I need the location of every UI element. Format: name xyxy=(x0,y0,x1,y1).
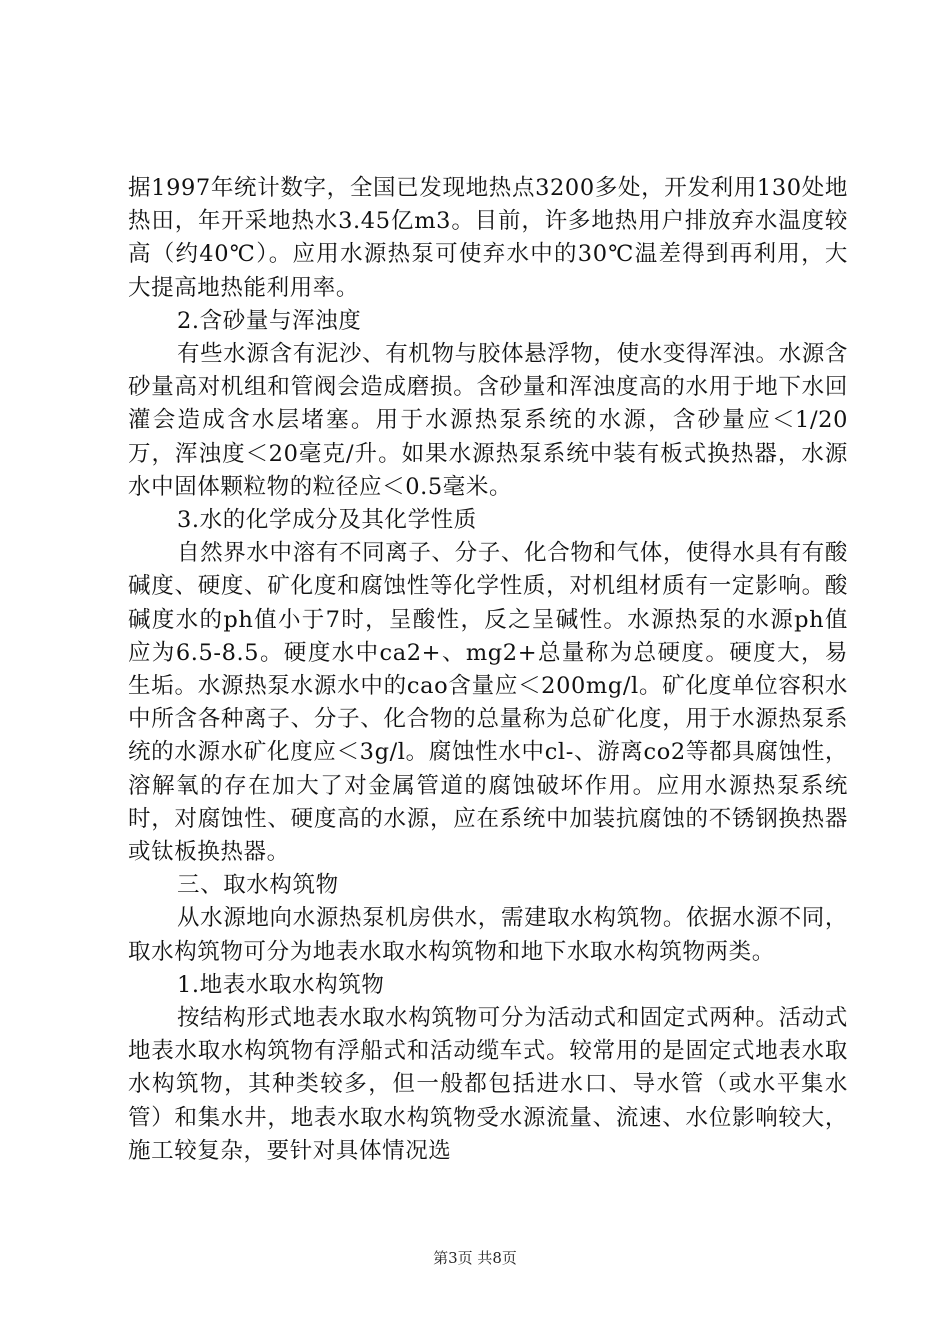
document-body xyxy=(128,172,848,1168)
heading-surface-intake: 1.地表水取水构筑物 xyxy=(177,971,385,998)
paragraph-intake-structures: 从水源地向水源热泵机房供水，需建取水构筑物。依据水源不同，取水构筑物可分为地表水取水构筑物和地下水取水构筑物两类。 xyxy=(128,905,848,965)
heading-intake-structures: 三、取水构筑物 xyxy=(177,872,339,899)
paragraph-sand-turbidity: 有些水源含有泥沙、有机物与胶体悬浮物，使水变得浑浊。水源含砂量高对机组和管阀会造成磨损。含砂量和浑浊度高的水用于地下水回灌会造成含水层堵塞。用于水源热泵系统的水源，含砂量应＜1/20万，浑浊度＜20毫克/升。如果水源热泵系统中装有板式换热器，水源水中固体颗粒物的粒径应＜0.5毫米。 xyxy=(128,341,848,500)
heading-sand-turbidity: 2.含砂量与浑浊度 xyxy=(177,307,362,334)
heading-water-chemistry: 3.水的化学成分及其化学性质 xyxy=(177,507,477,534)
paragraph-geothermal-stats: 据1997年统计数字，全国已发现地热点3200多处，开发利用130处地热田，年开采地热水3.45亿m3。目前，许多地热用户排放弃水温度较高（约40℃）。应用水源热泵可使弃水中的30℃温差得到再利用，大大提高地热能利用率。 xyxy=(128,175,848,301)
paragraph-surface-intake: 按结构形式地表水取水构筑物可分为活动式和固定式两种。活动式地表水取水构筑物有浮船式和活动缆车式。较常用的是固定式地表水取水构筑物，其种类较多，但一般都包括进水口、导水管（或水平集水管）和集水井，地表水取水构筑物受水源流量、流速、水位影响较大，施工较复杂，要针对具体情况选 xyxy=(128,1005,848,1164)
page-number-footer: 第3页 共8页 xyxy=(433,1249,517,1267)
paragraph-water-chemistry: 自然界水中溶有不同离子、分子、化合物和气体，使得水具有有酸碱度、硬度、矿化度和腐蚀性等化学性质，对机组材质有一定影响。酸碱度水的ph值小于7时，呈酸性，反之呈碱性。水源热泵的水源ph值应为6.5-8.5。硬度水中ca2+、mg2+总量称为总硬度。硬度大，易生垢。水源热泵水源水中的cao含量应＜200mg/l。矿化度单位容积水中所含各种离子、分子、化合物的总量称为总矿化度，用于水源热泵系统的水源水矿化度应＜3g/l。腐蚀性水中cl-、游离co2等都具腐蚀性，溶解氧的存在加大了对金属管道的腐蚀破坏作用。应用水源热泵系统时，对腐蚀性、硬度高的水源，应在系统中加装抗腐蚀的不锈钢换热器或钛板换热器。 xyxy=(128,540,848,866)
